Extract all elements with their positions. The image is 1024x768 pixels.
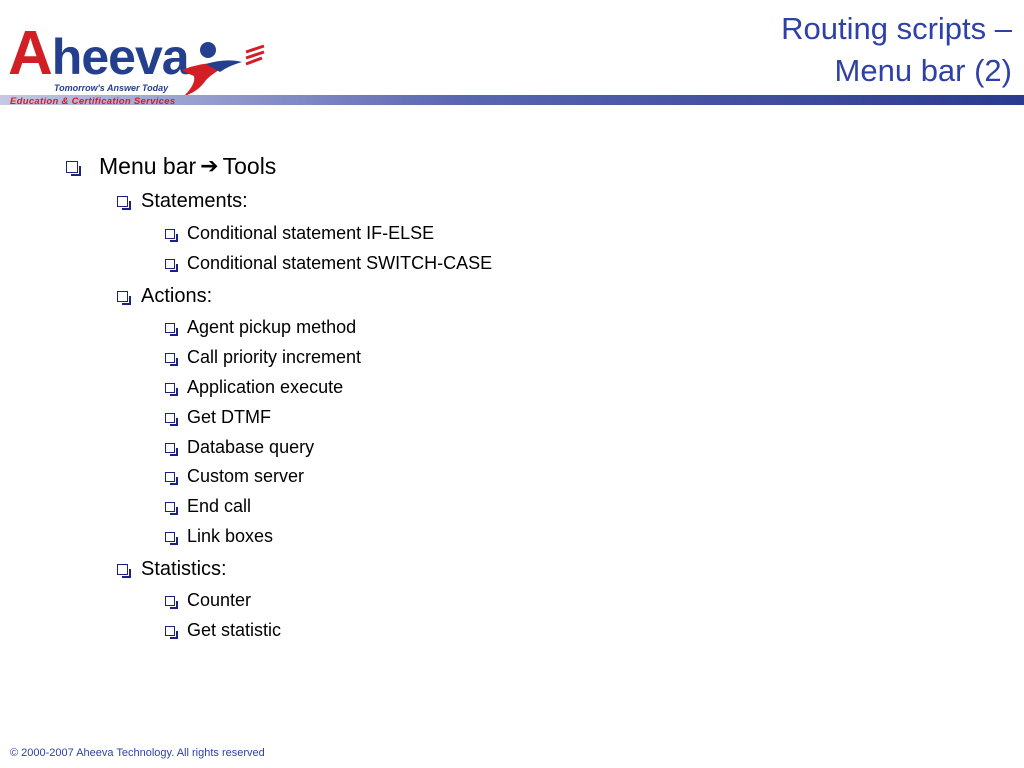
checkbox-bullet-icon	[165, 259, 175, 269]
heading-left: Menu bar	[99, 153, 197, 179]
list-item	[165, 620, 281, 641]
checkbox-bullet-icon	[165, 596, 175, 606]
checkbox-bullet-icon	[165, 472, 175, 482]
logo-first-letter: A	[8, 19, 52, 88]
checkbox-bullet-icon	[165, 323, 175, 333]
bullet-menu-bar-tools	[66, 153, 276, 180]
bullet-statements	[117, 190, 248, 213]
list-item	[165, 496, 251, 517]
list-item-text: Counter	[187, 590, 252, 610]
arrow-right-icon: ➔	[200, 154, 219, 179]
logo-wordmark	[8, 18, 189, 89]
slide-title	[781, 8, 1012, 92]
checkbox-bullet-icon	[165, 626, 175, 636]
list-item-text: Get DTMF	[187, 407, 271, 427]
list-item	[165, 223, 434, 244]
checkbox-bullet-icon	[165, 229, 175, 239]
list-item-text: Call priority increment	[187, 347, 362, 367]
bullet-statistics	[117, 558, 227, 581]
list-item-text: Custom server	[187, 466, 305, 486]
list-item	[165, 437, 314, 458]
checkbox-bullet-icon	[117, 196, 128, 207]
checkbox-bullet-icon	[117, 291, 128, 302]
bullet-actions	[117, 285, 212, 308]
checkbox-bullet-icon	[165, 443, 175, 453]
logo-rest: heeva	[51, 29, 189, 85]
list-item-text: Link boxes	[187, 526, 274, 546]
list-item	[165, 253, 492, 274]
list-item-text: Conditional statement IF-ELSE	[187, 223, 435, 243]
checkbox-bullet-icon	[165, 502, 175, 512]
list-item-text: Conditional statement SWITCH-CASE	[187, 253, 493, 273]
logo-runner-icon	[176, 40, 268, 100]
title-line-2: Menu bar (2)	[834, 53, 1012, 88]
list-item	[165, 407, 271, 428]
checkbox-bullet-icon	[117, 564, 128, 575]
checkbox-bullet-icon	[165, 532, 175, 542]
list-item-text: Get statistic	[187, 620, 282, 640]
heading-right: Tools	[222, 153, 277, 179]
checkbox-bullet-icon	[66, 161, 78, 173]
actions-label: Actions:	[141, 285, 213, 307]
statistics-label: Statistics:	[141, 558, 227, 580]
list-item	[165, 590, 251, 611]
list-item	[165, 347, 361, 368]
list-item	[165, 526, 273, 547]
list-item-text: End call	[187, 496, 252, 516]
checkbox-bullet-icon	[165, 383, 175, 393]
list-item	[165, 317, 356, 338]
list-item-text: Application execute	[187, 377, 344, 397]
list-item-text: Agent pickup method	[187, 317, 357, 337]
statements-label: Statements:	[141, 190, 248, 212]
aheeva-logo	[8, 14, 268, 106]
logo-tagline: Tomorrow's Answer Today	[54, 83, 169, 93]
list-item	[165, 377, 343, 398]
list-item-text: Database query	[187, 437, 315, 457]
list-item	[165, 466, 304, 487]
logo-subtitle: Education & Certification Services	[10, 96, 176, 107]
checkbox-bullet-icon	[165, 413, 175, 423]
title-line-1: Routing scripts –	[781, 11, 1012, 46]
checkbox-bullet-icon	[165, 353, 175, 363]
footer-copyright: © 2000-2007 Aheeva Technology. All rights reserved	[10, 747, 265, 759]
